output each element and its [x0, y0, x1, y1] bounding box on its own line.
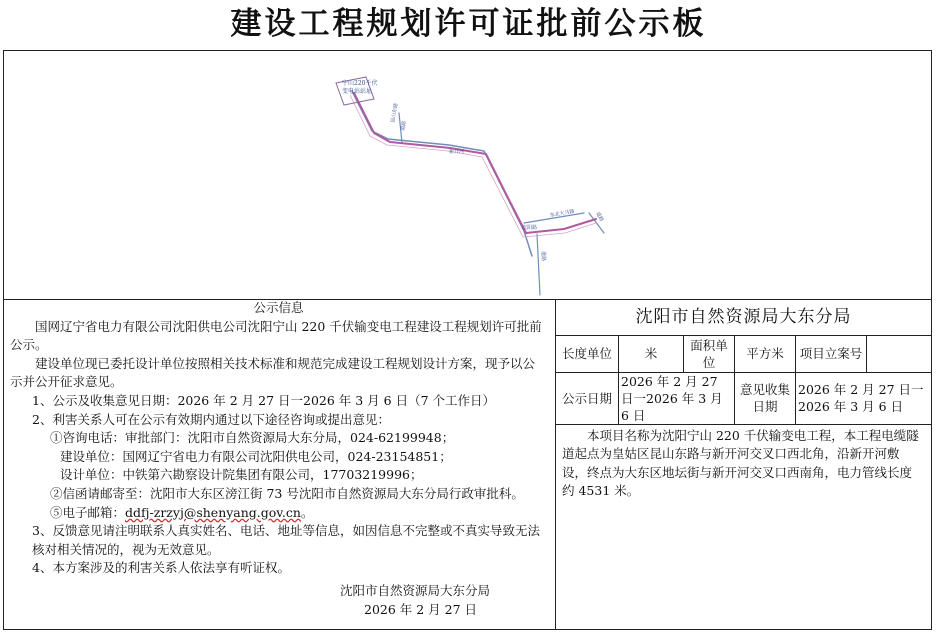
map-label: 新开河	[449, 149, 465, 155]
road-line	[537, 234, 540, 295]
notice-board	[3, 50, 932, 630]
case-number-value	[867, 336, 932, 372]
email-label: ⑤电子邮箱：	[50, 504, 126, 520]
publicity-date-label: 公示日期	[556, 372, 619, 424]
email-end: 。	[300, 504, 314, 520]
notice-info	[4, 299, 556, 629]
case-number-label: 项目立案号	[796, 336, 867, 372]
project-panel	[556, 299, 931, 629]
route-map	[4, 51, 931, 300]
contact-mail: ②信函请邮寄至：沈阳市大东区滂江街 73 号沈阳市自然资源局大东分局行政审批科。	[50, 485, 524, 501]
length-unit-value: 米	[619, 336, 684, 372]
contact-phone: ①咨询电话：审批部门：沈阳市自然资源局大东分局，024-62199948；	[50, 430, 455, 446]
area-unit-value: 平方米	[735, 336, 796, 372]
publicity-date-value: 2026 年 2 月 27 日一2026 年 3 月 6 日	[619, 372, 735, 424]
collect-date-label: 意见收集日期	[735, 372, 796, 424]
length-unit-label: 长度单位	[556, 336, 619, 372]
map-label: 宁山220千伏	[342, 80, 378, 87]
project-info-table	[556, 336, 931, 425]
map-label: 变电站站址	[342, 88, 373, 95]
area-unit-label: 面积单位	[684, 336, 735, 372]
contact-email	[4, 504, 555, 523]
notice-item: 3、反馈意见请注明联系人真实姓名、电话、地址等信息，如因信息不完整或不真实导致无法核对相关情况的，视为无效意见。	[32, 523, 540, 557]
page-title: 建设工程规划许可证批前公示板	[230, 6, 707, 42]
notice-item: 4、本方案涉及的利害关系人依法享有听证权。	[32, 560, 290, 576]
contact-phone-builder: 建设单位：国网辽宁省电力有限公司沈阳供电公司，024-23154851；	[60, 448, 452, 464]
map-label: 东北大马路	[549, 208, 575, 219]
notice-item: 2、利害关系人可在公示有效期内通过以下途径咨询或提出意见：	[32, 411, 390, 427]
authority-header: 沈阳市自然资源局大东分局	[556, 299, 931, 336]
collect-date-value: 2026 年 2 月 27 日一2026 年 3 月 6 日	[796, 372, 932, 424]
notice-item: 1、公示及收集意见日期：2026 年 2 月 27 日一2026 年 3 月 6 日（7 个工作日）	[32, 392, 496, 408]
notice-paragraph: 建设单位现已委托设计单位按照相关技术标准和规范完成建设工程规划设计方案，现予以公示并公开征求意见。	[10, 355, 536, 390]
project-description: 本项目名称为沈阳宁山 220 千伏输变电工程，本工程电缆隧道起点为皇姑区昆山东路与新开河交叉口西北角，沿新开河敷设，终点为大东区地坛街与新开河交叉口西南角，电力管线长度约 4531 米。	[562, 427, 919, 499]
map-label: 道路	[540, 251, 546, 262]
route-map-drawing	[4, 51, 931, 299]
map-label: 道路	[594, 211, 605, 223]
contact-phone-designer: 设计单位：中铁第六勘察设计院集团有限公司，17703219996；	[60, 467, 423, 483]
map-label: 昆山东路	[390, 102, 400, 124]
map-label: 沈阳路	[522, 225, 538, 231]
email-address[interactable]: ddfj-zrzyj@shenyang.gov.cn	[125, 504, 301, 520]
signature-org: 沈阳市自然资源局大东分局	[340, 582, 491, 598]
notice-heading: 公示信息	[253, 300, 304, 315]
road-line	[352, 91, 532, 256]
notice-paragraph: 国网辽宁省电力有限公司沈阳供电公司沈阳宁山 220 千伏输变电工程建设工程规划许可批前公示。	[10, 318, 542, 353]
map-label: 道路	[400, 120, 408, 132]
signature-date: 2026 年 2 月 27 日	[364, 601, 478, 617]
